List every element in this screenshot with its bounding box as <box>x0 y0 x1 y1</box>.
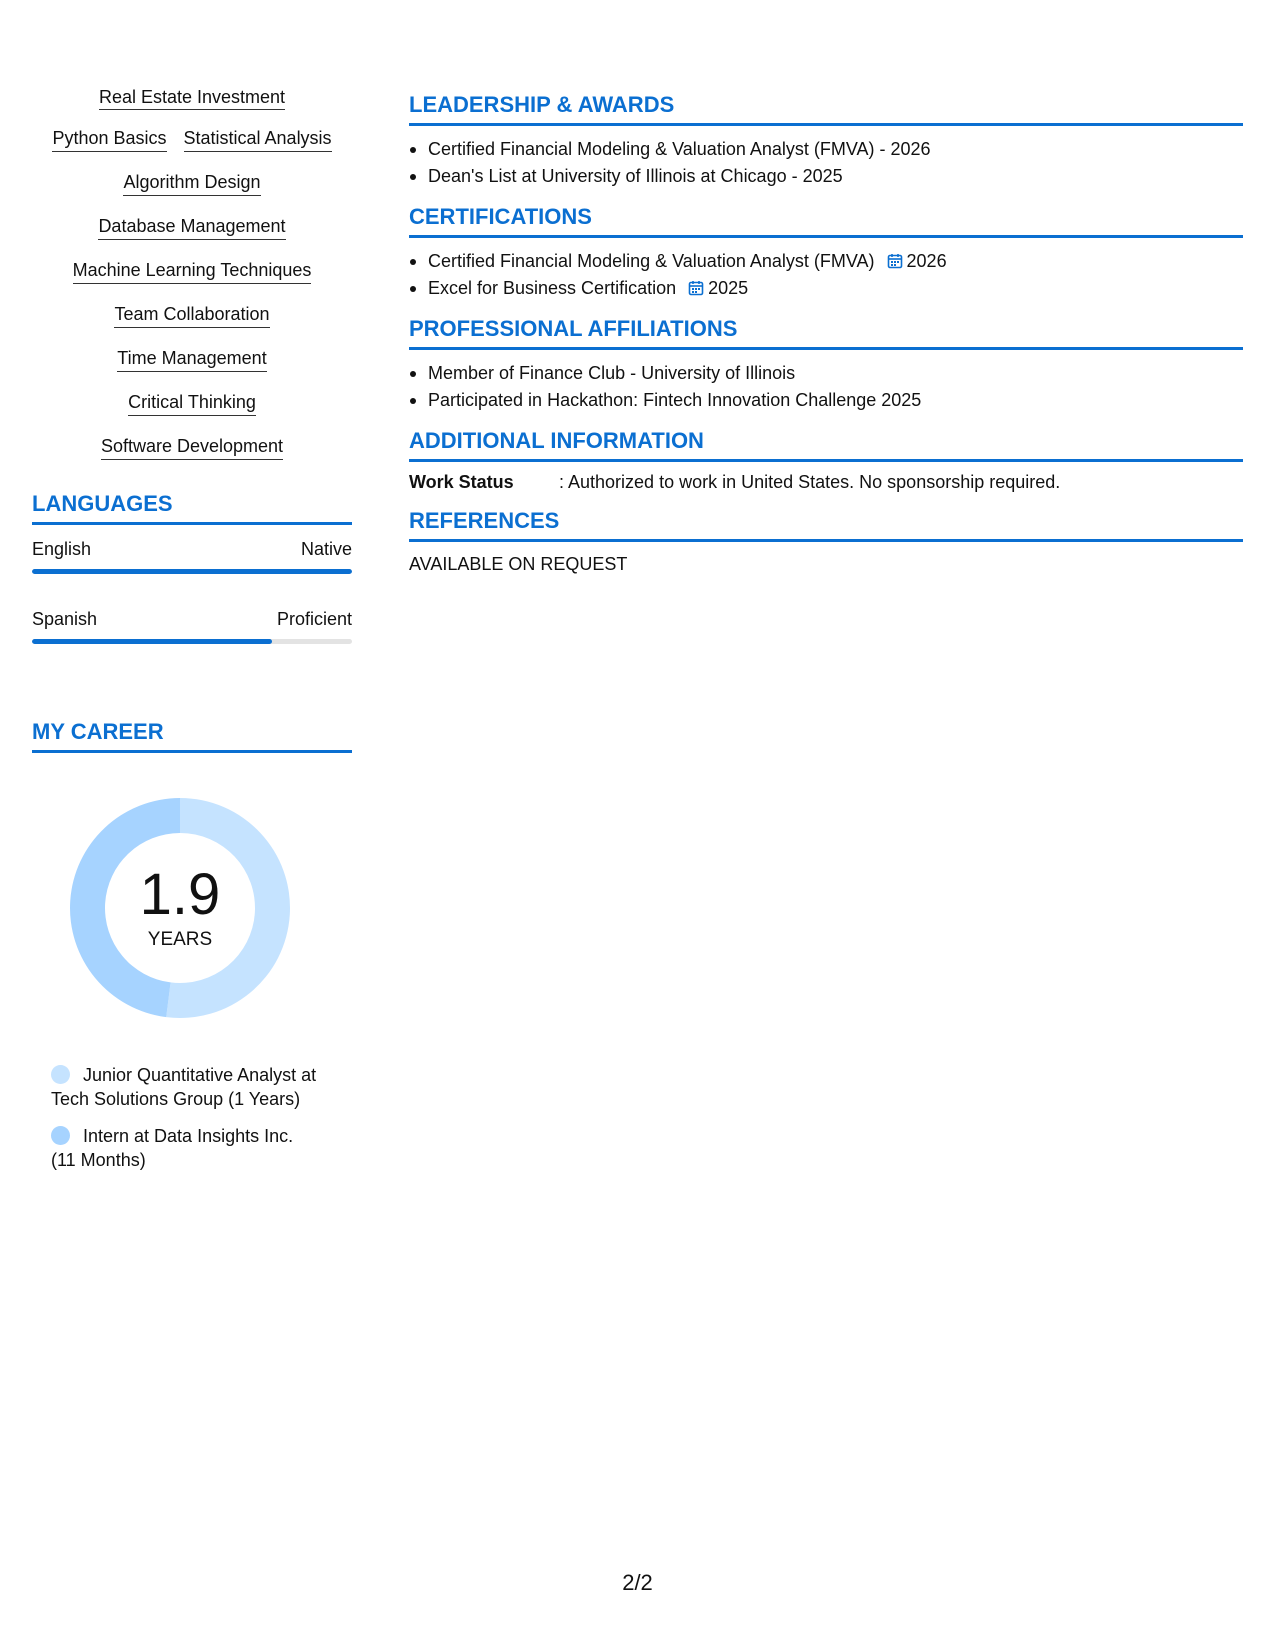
certifications-section <box>409 204 1243 302</box>
calendar-icon <box>688 280 704 296</box>
skill-text: Real Estate Investment <box>99 87 285 110</box>
legend-item <box>51 1063 321 1111</box>
leadership-title: LEADERSHIP & AWARDS <box>409 92 1243 126</box>
additional-section <box>409 428 1243 494</box>
language-name: Spanish <box>32 609 98 629</box>
career-donut <box>65 793 295 1023</box>
skill-tag: Time Management <box>117 347 266 372</box>
language-spanish <box>32 608 352 644</box>
certification-name: Certified Financial Modeling & Valuation Analyst (FMVA) <box>428 251 875 271</box>
certifications-title: CERTIFICATIONS <box>409 204 1243 238</box>
list-item: Participated in Hackathon: Fintech Innovation Challenge 2025 <box>409 387 1243 414</box>
skill-tag: Team Collaboration <box>114 303 269 328</box>
skill-tag: Python Basics <box>52 127 166 152</box>
list-item: Certified Financial Modeling & Valuation Analyst (FMVA) - 2026 <box>409 136 1243 163</box>
language-bar-fill <box>32 569 352 574</box>
languages-title: LANGUAGES <box>32 491 352 525</box>
calendar-icon <box>887 253 903 269</box>
list-item <box>409 275 1243 302</box>
legend-label: Intern at Data Insights Inc. (11 Months) <box>51 1126 294 1170</box>
list-item: Member of Finance Club - University of Illinois <box>409 360 1243 387</box>
leadership-section <box>409 92 1243 190</box>
language-name: English <box>32 539 92 559</box>
legend-item <box>51 1124 321 1172</box>
skill-tag: Critical Thinking <box>128 391 256 416</box>
legend-dot <box>51 1065 70 1084</box>
affiliations-title: PROFESSIONAL AFFILIATIONS <box>409 316 1243 350</box>
references-section <box>409 508 1243 576</box>
skill-tag: Algorithm Design <box>123 171 260 196</box>
skill-tag: Database Management <box>98 215 285 240</box>
certification-year: 2025 <box>708 278 749 298</box>
left-column <box>32 86 352 1185</box>
language-bar <box>32 639 352 644</box>
work-status-value: : Authorized to work in United States. No sponsorship required. <box>559 472 1061 492</box>
skills-list <box>32 86 352 479</box>
skill-tag: Software Development <box>101 435 283 460</box>
references-title: REFERENCES <box>409 508 1243 542</box>
language-level: Native <box>300 539 352 559</box>
list-item: Dean's List at University of Illinois at Chicago - 2025 <box>409 163 1243 190</box>
career-legend <box>51 1063 321 1172</box>
career-title: MY CAREER <box>32 719 352 753</box>
page-number: 2/2 <box>622 1570 653 1595</box>
languages-section <box>32 491 352 644</box>
skill-tag: Statistical Analysis <box>184 127 332 152</box>
right-column <box>409 92 1243 590</box>
language-english <box>32 538 352 574</box>
career-total: 1.9 <box>139 862 221 927</box>
certification-year: 2026 <box>906 251 947 271</box>
language-bar-fill <box>32 639 272 644</box>
additional-title: ADDITIONAL INFORMATION <box>409 428 1243 462</box>
legend-label: Junior Quantitative Analyst at Tech Solutions Group (1 Years) <box>51 1065 317 1109</box>
certification-name: Excel for Business Certification <box>428 278 677 298</box>
work-status-label: Work Status <box>409 472 514 492</box>
career-section <box>32 719 352 1172</box>
legend-dot <box>51 1126 70 1145</box>
affiliations-section <box>409 316 1243 414</box>
list-item <box>409 248 1243 275</box>
skill-tag <box>32 86 352 108</box>
language-level: Proficient <box>276 609 352 629</box>
skill-tag: Machine Learning Techniques <box>73 259 312 284</box>
language-bar <box>32 569 352 574</box>
career-unit: YEARS <box>147 929 213 950</box>
references-text: AVAILABLE ON REQUEST <box>409 554 628 574</box>
